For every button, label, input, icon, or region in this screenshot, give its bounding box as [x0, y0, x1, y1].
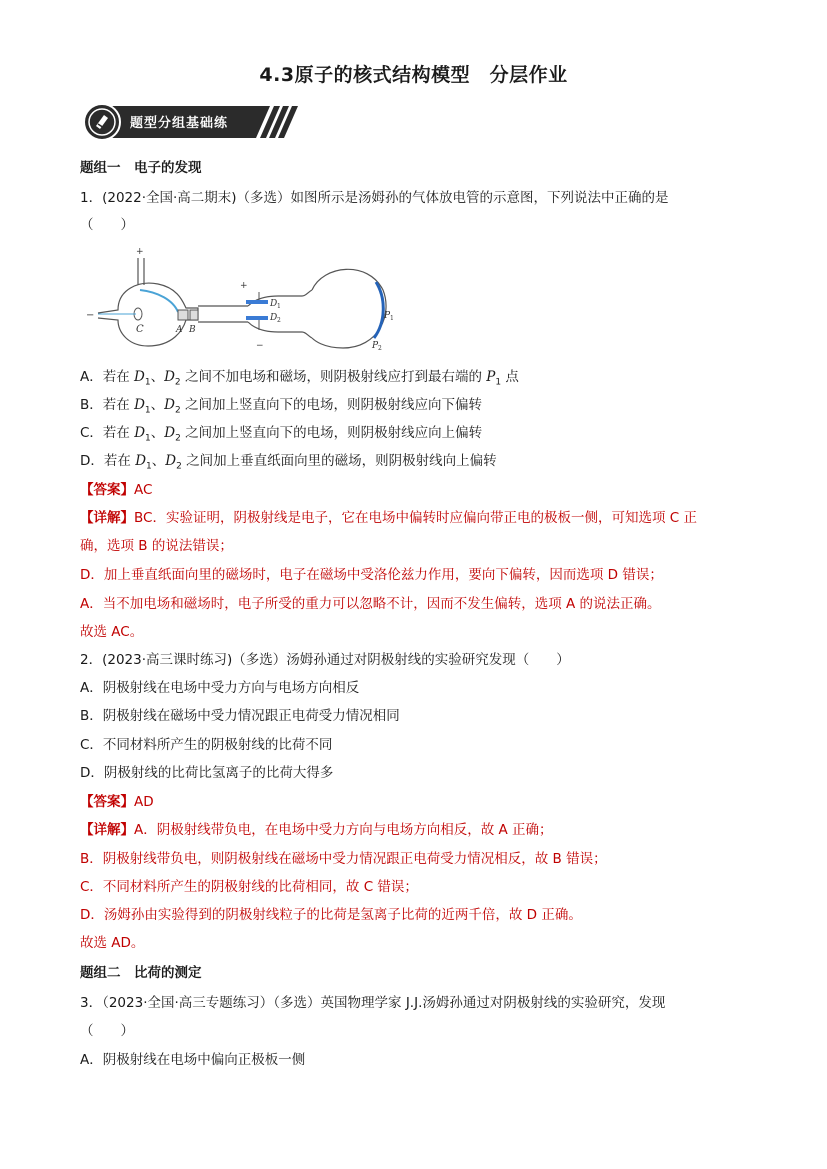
figure-label-a: A [176, 325, 183, 335]
question-2-detail-2: B．阴极射线带负电，则阴极射线在磁场中受力情况跟正电荷受力情况相反，故 B 错误； [80, 851, 607, 867]
figure-plate-minus: − [256, 341, 264, 351]
figure-label-d2: D [270, 313, 278, 323]
question-1-detail-1b: 确，选项 B 的说法错误； [80, 538, 233, 554]
figure-label-b: B [189, 325, 196, 335]
question-1-answer: 【答案】AC [80, 482, 153, 498]
figure-plus-label: + [136, 247, 144, 257]
section-banner-label: 题型分组基础练 [130, 116, 229, 131]
figure-label-c: C [136, 324, 144, 335]
question-1-option-b: B．若在 $D_1$、$D_2$ 之间加上竖直向下的电场，则阴极射线应向下偏转 [80, 397, 482, 416]
question-2-stem: 2．(2023·高三课时练习)（多选）汤姆孙通过对阴极射线的实验研究发现（ ） [80, 652, 570, 668]
figure-label-p2-sub: 2 [378, 345, 382, 352]
figure-plate-plus: + [240, 281, 248, 291]
question-3-option-a: A．阴极射线在电场中偏向正极板一侧 [80, 1052, 306, 1068]
question-1-detail-1: 【详解】BC．实验证明，阴极射线是电子，它在电场中偏转时应偏向带正电的极板一侧，可知选项 C 正 [80, 510, 697, 526]
question-1-detail-2: D．加上垂直纸面向里的磁场时，电子在磁场中受洛伦兹力作用，要向下偏转，因而选项 D 错误； [80, 567, 663, 583]
question-1-conclusion: 故选 AC。 [80, 624, 144, 640]
question-3-stem: 3．（2023·全国·高三专题练习）（多选）英国物理学家 J.J.汤姆孙通过对阴极射线的实验研究，发现 [80, 995, 666, 1011]
figure-label-d1-sub: 1 [277, 303, 281, 310]
figure-minus-label: − [86, 310, 95, 321]
discharge-tube-figure [78, 240, 398, 360]
group-heading-2: 题组二 比荷的测定 [80, 965, 202, 981]
question-1-detail-3: A．当不加电场和磁场时，电子所受的重力可以忽略不计，因而不发生偏转，选项 A 的说法正确。 [80, 596, 661, 612]
question-2-option-b: B．阴极射线在磁场中受力情况跟正电荷受力情况相同 [80, 708, 400, 724]
figure-label-d2-sub: 2 [277, 317, 281, 324]
figure-label-p1: P [384, 311, 391, 321]
group-heading-1: 题组一 电子的发现 [80, 160, 202, 176]
question-1-option-a: A．若在 $D_1$、$D_2$ 之间不加电场和磁场，则阴极射线应打到最右端的 $P_1$ 点 [80, 369, 519, 388]
question-2-answer: 【答案】AD [80, 794, 154, 810]
question-2-detail-3: C．不同材料所产生的阴极射线的比荷相同，故 C 错误； [80, 879, 418, 895]
question-1-option-c: C．若在 $D_1$、$D_2$ 之间加上竖直向下的电场，则阴极射线应向上偏转 [80, 425, 483, 444]
question-2-conclusion: 故选 AD。 [80, 935, 145, 951]
question-2-detail-1: 【详解】A．阴极射线带负电，在电场中受力方向与电场方向相反，故 A 正确； [80, 822, 553, 838]
question-1-stem: 1．(2022·全国·高二期末)（多选）如图所示是汤姆孙的气体放电管的示意图，下列说法中正确的是 [80, 190, 669, 206]
question-2-option-c: C．不同材料所产生的阴极射线的比荷不同 [80, 737, 333, 753]
page-title: 4.3原子的核式结构模型 分层作业 [259, 64, 568, 86]
question-3-paren: （ ） [80, 1023, 134, 1039]
question-2-option-a: A．阴极射线在电场中受力方向与电场方向相反 [80, 680, 360, 696]
figure-label-p2: P [372, 341, 379, 351]
question-2-option-d: D．阴极射线的比荷比氢离子的比荷大得多 [80, 765, 334, 781]
figure-label-d1: D [270, 299, 278, 309]
question-2-detail-4: D．汤姆孙由实验得到的阴极射线粒子的比荷是氢离子比荷的近两千倍，故 D 正确。 [80, 907, 582, 923]
question-1-paren: （ ） [80, 217, 134, 233]
question-1-option-d: D．若在 $D_1$、$D_2$ 之间加上垂直纸面向里的磁场，则阴极射线向上偏转 [80, 453, 497, 472]
figure-label-p1-sub: 1 [390, 315, 394, 322]
